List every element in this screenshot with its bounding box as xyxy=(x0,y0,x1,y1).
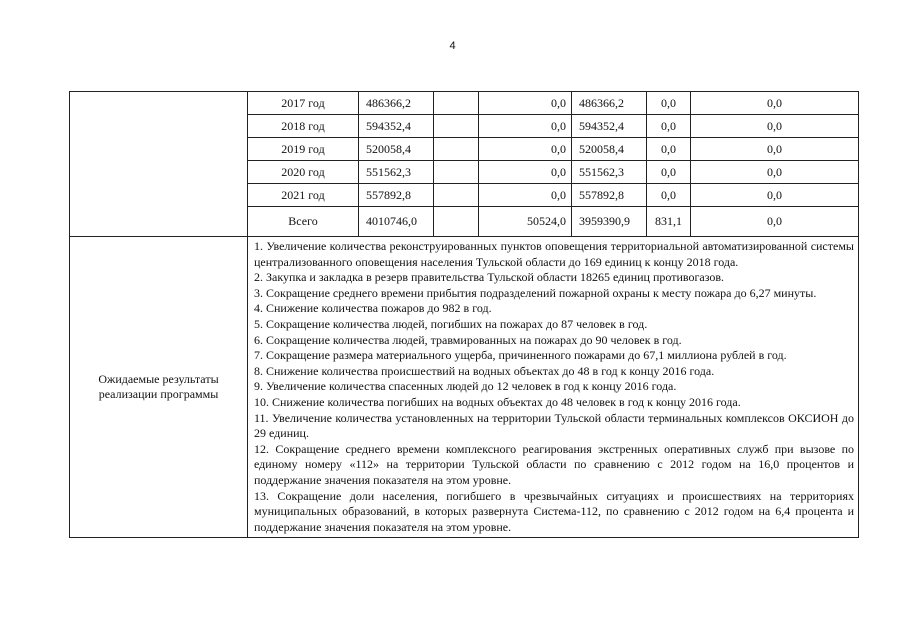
result-item: 7. Сокращение размера материального ущерба, причиненного пожарами до 67,1 миллиона рублей в год. xyxy=(254,348,787,363)
value-cell: 0,0 xyxy=(691,161,859,184)
value-cell xyxy=(434,115,479,138)
result-item: 3. Сокращение среднего времени прибытия подразделений пожарной охраны к месту пожара до 6,27 минуты. xyxy=(254,285,817,300)
year-cell: 2019 год xyxy=(248,138,359,161)
value-cell: 0,0 xyxy=(479,115,572,138)
total-cell: 520058,4 xyxy=(359,138,434,161)
value-cell: 0,0 xyxy=(479,92,572,115)
value-cell xyxy=(434,92,479,115)
result-item: 5. Сокращение количества людей, погибших на пожарах до 87 человек в год. xyxy=(254,316,648,331)
program-passport-table xyxy=(69,91,859,538)
value-cell: 3959390,9 xyxy=(572,207,647,237)
value-cell xyxy=(434,207,479,237)
value-cell: 0,0 xyxy=(647,184,691,207)
result-item: 2. Закупка и закладка в резерв правительства Тульской области 18265 единиц противогазов. xyxy=(254,270,725,285)
value-cell: 0,0 xyxy=(479,184,572,207)
result-item: 12. Сокращение среднего времени комплексного реагирования экстренных оперативных служб при вызове по единому номеру «112» на территории Тульской области по сравнению с 2012 годом на 16,0 процентов и поддержание значения показателя на этом уровне. xyxy=(254,441,854,487)
value-cell: 0,0 xyxy=(691,184,859,207)
results-list xyxy=(248,237,859,538)
value-cell: 0,0 xyxy=(479,161,572,184)
year-cell: 2021 год xyxy=(248,184,359,207)
value-cell: 0,0 xyxy=(647,115,691,138)
results-label: Ожидаемые результаты реализации программы xyxy=(70,237,248,538)
total-cell: 594352,4 xyxy=(359,115,434,138)
result-item: 1. Увеличение количества реконструированных пунктов оповещения территориальной автоматизированной системы централизованного оповещения населения Тульской области до 169 единиц к концу 2018 года. xyxy=(254,239,854,269)
page-number: 4 xyxy=(449,40,456,52)
total-cell: 4010746,0 xyxy=(359,207,434,237)
value-cell: 0,0 xyxy=(647,92,691,115)
result-item: 6. Сокращение количества людей, травмированных на пожарах до 90 человек в год. xyxy=(254,332,682,347)
value-cell: 551562,3 xyxy=(572,161,647,184)
results-row xyxy=(70,237,859,538)
value-cell xyxy=(434,161,479,184)
result-item: 4. Снижение количества пожаров до 982 в год. xyxy=(254,301,492,316)
finance-label-cell xyxy=(70,92,248,237)
value-cell: 0,0 xyxy=(691,138,859,161)
value-cell: 557892,8 xyxy=(572,184,647,207)
value-cell xyxy=(434,184,479,207)
year-cell: Всего xyxy=(248,207,359,237)
value-cell: 0,0 xyxy=(691,92,859,115)
value-cell: 520058,4 xyxy=(572,138,647,161)
total-cell: 486366,2 xyxy=(359,92,434,115)
year-cell: 2017 год xyxy=(248,92,359,115)
value-cell: 0,0 xyxy=(479,138,572,161)
value-cell: 831,1 xyxy=(647,207,691,237)
value-cell: 0,0 xyxy=(691,115,859,138)
value-cell xyxy=(434,138,479,161)
result-item: 10. Снижение количества погибших на водных объектах до 48 человек в год к концу 2016 года. xyxy=(254,394,741,409)
value-cell: 594352,4 xyxy=(572,115,647,138)
result-item: 11. Увеличение количества установленных на территории Тульской области терминальных комплексов ОКСИОН до 29 единиц. xyxy=(254,410,854,441)
finance-row xyxy=(70,92,859,115)
result-item: 13. Сокращение доли населения, погибшего в чрезвычайных ситуациях и происшествиях на территориях муниципальных образований, в которых развернута Система-112, по сравнению с 2012 годом на 6,4 процента и поддержание значения показателя на этом уровне. xyxy=(254,488,854,534)
value-cell: 0,0 xyxy=(647,161,691,184)
result-item: 9. Увеличение количества спасенных людей до 12 человек в год к концу 2016 года. xyxy=(254,379,677,394)
year-cell: 2018 год xyxy=(248,115,359,138)
value-cell: 0,0 xyxy=(647,138,691,161)
value-cell: 0,0 xyxy=(691,207,859,237)
result-item: 8. Снижение количества происшествий на водных объектах до 48 в год к концу 2016 года. xyxy=(254,363,715,378)
total-cell: 551562,3 xyxy=(359,161,434,184)
value-cell: 486366,2 xyxy=(572,92,647,115)
year-cell: 2020 год xyxy=(248,161,359,184)
total-cell: 557892,8 xyxy=(359,184,434,207)
value-cell: 50524,0 xyxy=(479,207,572,237)
